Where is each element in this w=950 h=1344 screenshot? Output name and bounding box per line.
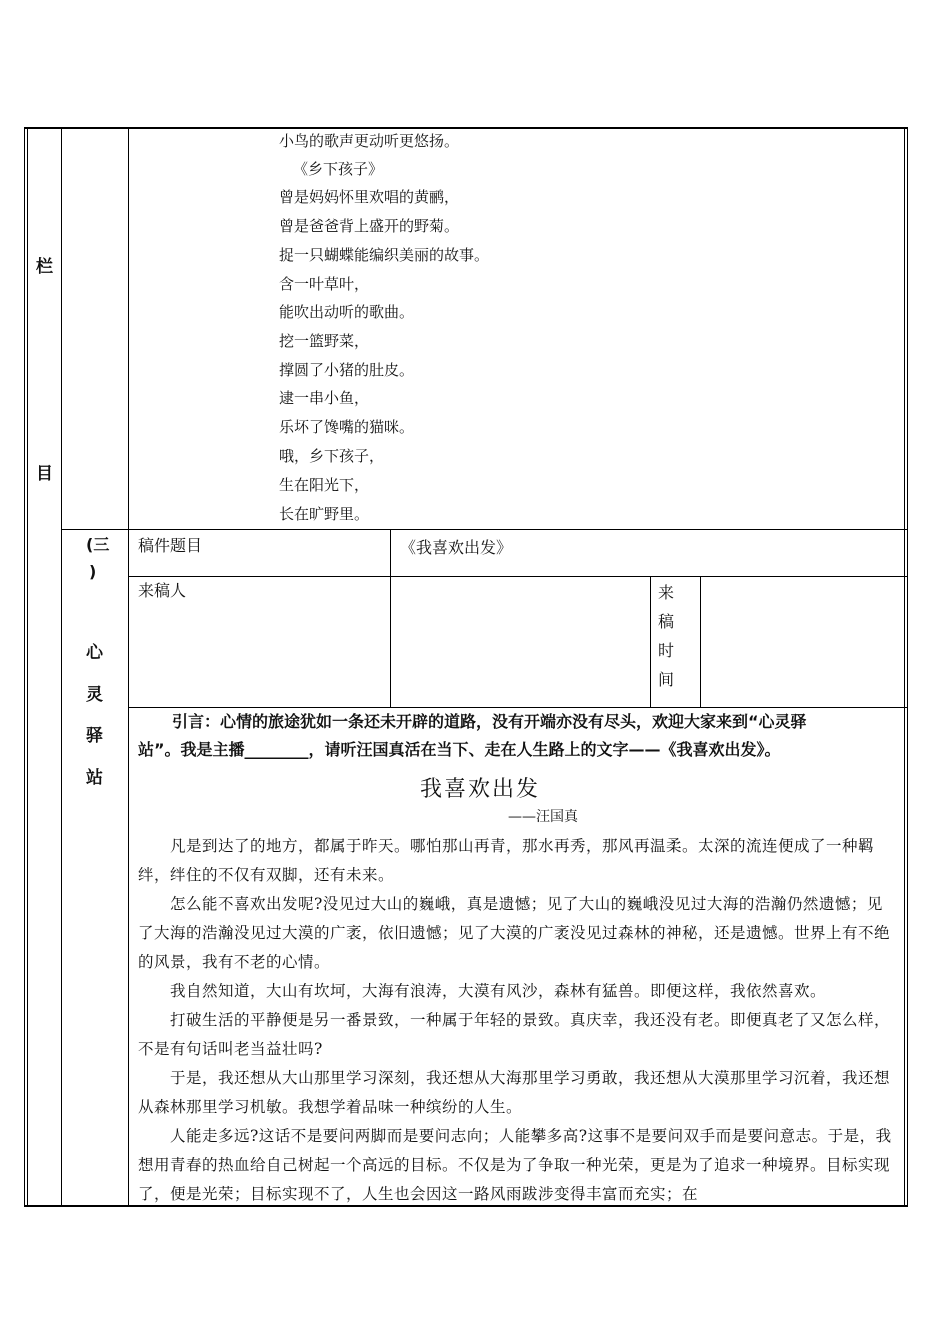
time-label-char: 时 (658, 641, 675, 660)
col-divider-time-label (650, 576, 651, 707)
section3-label-char: ) (89, 562, 97, 581)
row-divider-author (128, 707, 908, 708)
time-label-char: 稿 (658, 612, 675, 631)
article-title: 我喜欢出发 (420, 777, 541, 802)
row-divider-title (128, 576, 908, 577)
article-paragraph-2: 怎么能不喜欢出发呢?没见过大山的巍峨，真是遗憾；见了大山的巍峨没见过大海的浩瀚仍然遗憾；见了大海的浩瀚没见过大漠的广袤，依旧遗憾；见了大漠的广袤没见过森林的神秘，还是遗憾。世界上有不绝的风景，我有不老的心情。 (138, 895, 891, 971)
poem-line: 挖一篮野菜， (279, 332, 370, 350)
table-right-border-outer (904, 127, 905, 1207)
article-author: ——汪国真 (508, 809, 578, 825)
table-left-border-outer (24, 127, 25, 1207)
row-divider-section3 (61, 529, 908, 530)
section3-label-char: 站 (86, 768, 103, 788)
poem-line: 小鸟的歌声更动听更悠扬。 (279, 132, 460, 150)
col-divider-title-value (390, 529, 391, 707)
section3-label-char: 心 (86, 643, 103, 663)
table-top-border (24, 127, 908, 129)
poem-line: 乐坏了馋嘴的猫咪。 (279, 418, 415, 436)
poem-line: 哦，乡下孩子， (279, 447, 385, 465)
table-right-border-inner (907, 127, 908, 1207)
section3-label-char: 驿 (86, 726, 103, 746)
poem-line: 曾是爸爸背上盛开的野菊。 (279, 217, 460, 235)
column-label-char-2: 目 (36, 464, 53, 484)
poem-line: 捉一只蝴蝶能编织美丽的故事。 (279, 246, 490, 264)
poem-line: 撑圆了小猪的肚皮。 (279, 361, 415, 379)
article-paragraph-6: 人能走多远?这话不是要问两脚而是要问志向；人能攀多高?这事不是要问双手而是要问意志。于是，我想用青春的热血给自己树起一个高远的目标。不仅是为了争取一种光荣，更是为了追求一种境界。目标实现了，便是光荣；目标实现不了，人生也会因这一路风雨跋涉变得丰富而充实；在 (138, 1127, 892, 1203)
title-label: 稿件题目 (138, 536, 203, 555)
poem-line: 逮一串小鱼， (279, 389, 370, 407)
article-paragraph-5: 于是，我还想从大山那里学习深刻，我还想从大海那里学习勇敢，我还想从大漠那里学习沉着，我还想从森林那里学习机敏。我想学着品味一种缤纷的人生。 (138, 1069, 891, 1116)
title-value: 《我喜欢出发》 (400, 538, 513, 557)
article-paragraph-1: 凡是到达了的地方，都属于昨天。哪怕那山再青，那水再秀，那风再温柔。太深的流连便成了一种羁绊，绊住的不仅有双脚，还有未来。 (138, 837, 875, 884)
column-label-char-1: 栏 (36, 257, 53, 277)
poem-title: 《乡下孩子》 (293, 160, 384, 178)
poem-line: 长在旷野里。 (279, 505, 370, 523)
section3-label-char: 灵 (86, 685, 103, 705)
table-col-divider-1 (61, 127, 62, 1207)
poem-line: 生在阳光下， (279, 476, 370, 494)
col-divider-time-value (700, 576, 701, 707)
time-label-char: 间 (658, 670, 675, 689)
poem-line: 曾是妈妈怀里欢唱的黄鹂， (279, 188, 460, 206)
table-left-border-inner (27, 127, 28, 1207)
article-paragraph-4: 打破生活的平静便是另一番景致，一种属于年轻的景致。真庆幸，我还没有老。即便真老了又怎么样，不是有句话叫老当益壮吗? (138, 1011, 891, 1058)
author-label: 来稿人 (138, 581, 187, 600)
section3-label-char: (三 (86, 535, 110, 554)
table-bottom-border (24, 1205, 908, 1207)
time-label-char: 来 (658, 583, 675, 602)
poem-line: 含一叶草叶， (279, 275, 370, 293)
table-col-divider-2 (128, 127, 129, 1207)
article-paragraph-3: 我自然知道，大山有坎坷，大海有浪涛，大漠有风沙，森林有猛兽。即便这样，我依然喜欢。 (170, 982, 827, 1000)
intro-line-2: 站”。我是主播________，请听汪国真活在当下、走在人生路上的文字——《我喜欢出发》。 (138, 740, 781, 759)
poem-line: 能吹出动听的歌曲。 (279, 303, 415, 321)
intro-line-1: 引言：心情的旅途犹如一条还未开辟的道路，没有开端亦没有尽头，欢迎大家来到“心灵驿 (172, 712, 807, 731)
